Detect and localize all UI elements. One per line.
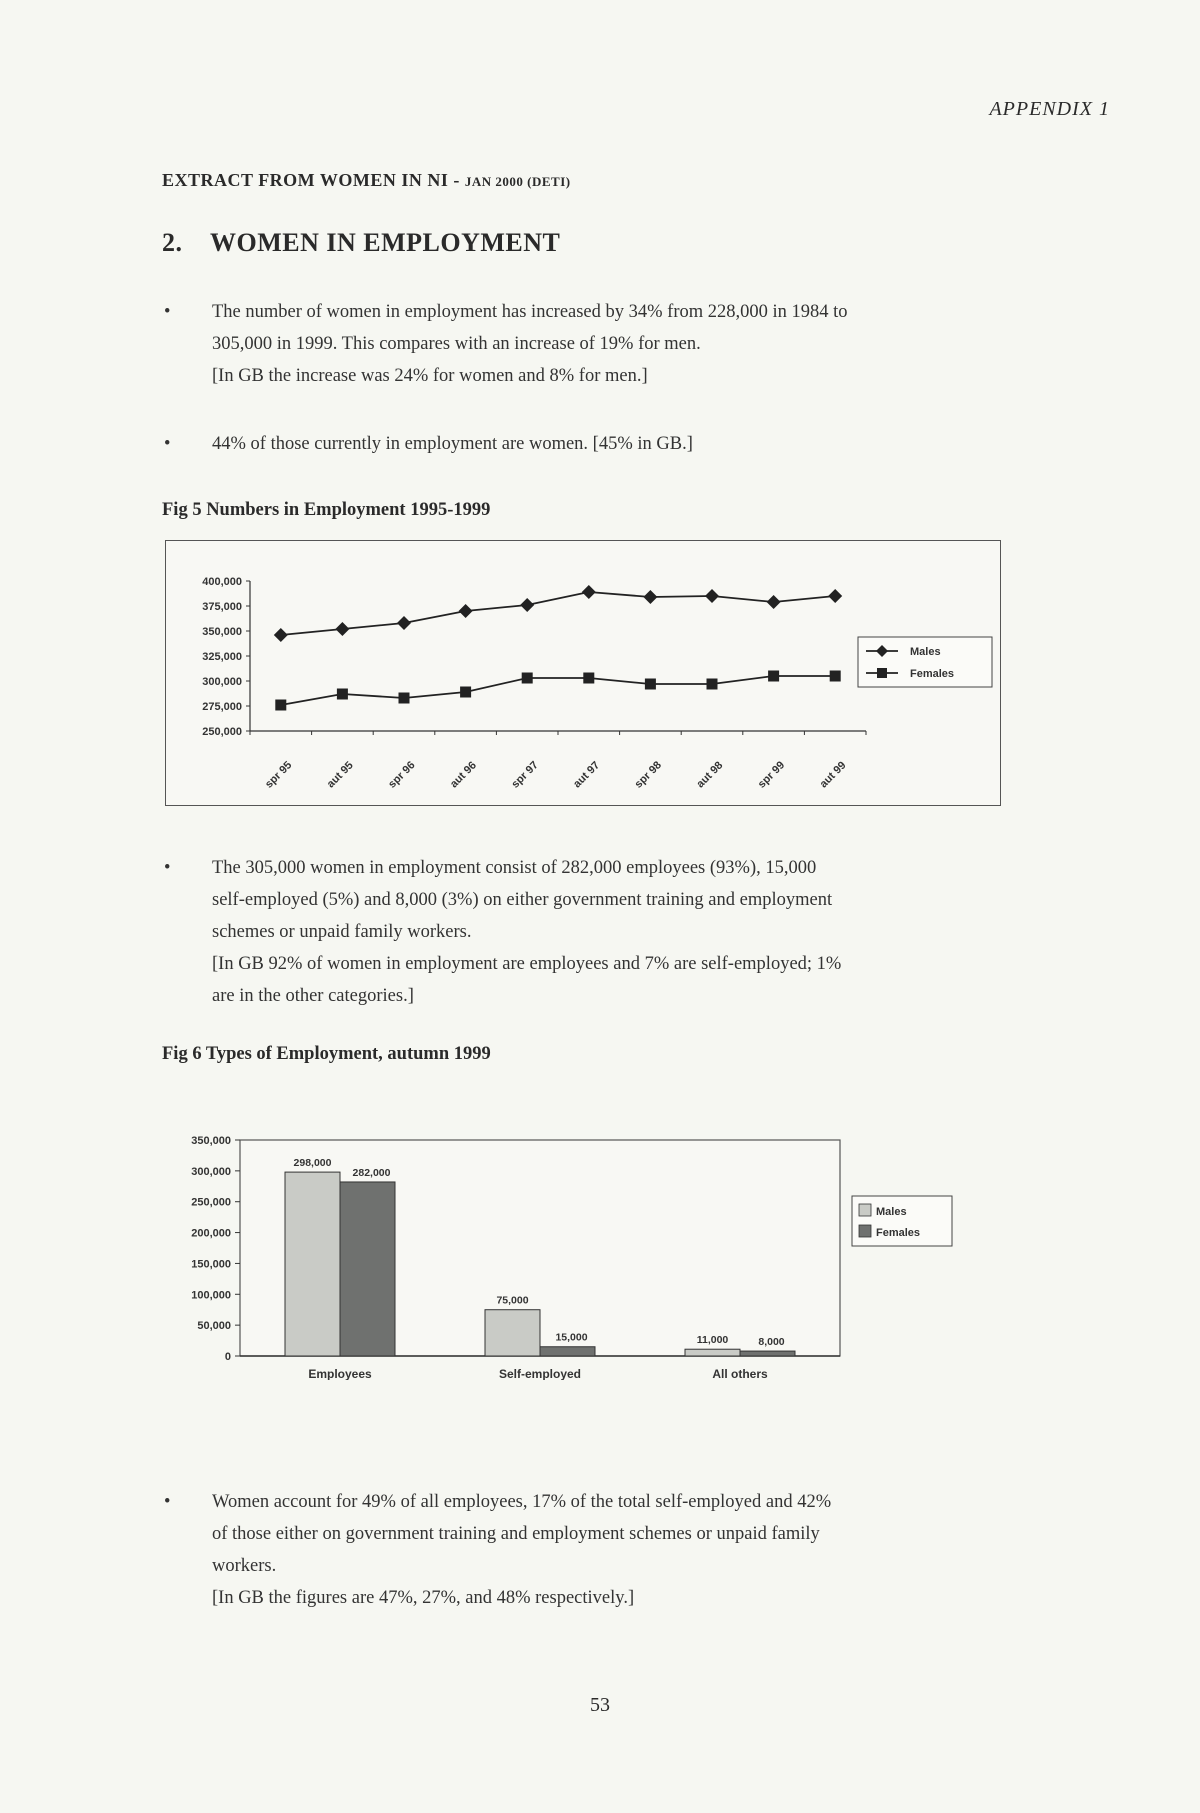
x-tick-label: aut 96: [447, 759, 479, 791]
x-tick-label: aut 99: [817, 759, 849, 791]
bullet-line: are in the other categories.]: [212, 986, 414, 1006]
bullet-employment-types: [164, 852, 1104, 1012]
data-point-females: [768, 671, 779, 682]
bullet-women-account: [164, 1486, 1104, 1614]
fig6-bar-chart: [160, 1120, 980, 1380]
bar-males: [685, 1349, 740, 1356]
bullet-line: self-employed (5%) and 8,000 (3%) on either government training and employment: [212, 890, 833, 910]
data-point-females: [460, 687, 471, 698]
data-point-males: [274, 628, 288, 642]
bullet-dot: •: [164, 434, 171, 454]
bullet-women-share: [164, 428, 1104, 460]
y-tick-label: 400,000: [202, 576, 242, 588]
bar-value-label: 282,000: [352, 1166, 391, 1179]
y-tick-label: 0: [224, 1351, 231, 1363]
bar-value-label: 8,000: [758, 1336, 785, 1349]
y-tick-label: 350,000: [202, 626, 242, 638]
bar-females: [540, 1347, 595, 1356]
bullet-line: Women account for 49% of all employees, 17% of the total self-employed and 42%: [212, 1492, 832, 1512]
page-number: 53: [590, 1694, 610, 1716]
fig5-line-chart: [166, 541, 1000, 805]
data-point-females: [522, 673, 533, 684]
legend-marker-females: [877, 668, 887, 678]
bullet-dot: •: [164, 1492, 171, 1512]
bar-males: [485, 1310, 540, 1356]
x-tick-label: spr 99: [755, 759, 788, 791]
legend-label-females: Females: [910, 668, 955, 680]
extract-heading: [162, 170, 571, 191]
series-line-males: [281, 592, 835, 635]
data-point-males: [520, 598, 534, 612]
bullet-line: of those either on government training and employment schemes or unpaid family: [212, 1524, 820, 1544]
bullet-line: The number of women in employment has increased by 34% from 228,000 in 1984 to: [212, 302, 848, 322]
data-point-males: [582, 585, 596, 599]
y-tick-label: 250,000: [191, 1196, 231, 1209]
bullet-dot: •: [164, 302, 171, 322]
x-tick-label: spr 98: [632, 759, 664, 791]
x-tick-label: aut 95: [324, 759, 356, 791]
bar-females: [740, 1351, 795, 1356]
data-point-males: [335, 622, 349, 636]
fig5-chart-frame: [165, 540, 1001, 806]
data-point-males: [397, 616, 411, 630]
bullet-line: [In GB the increase was 24% for women and 8% for men.]: [212, 366, 648, 386]
bar-value-label: 75,000: [496, 1294, 529, 1307]
y-tick-label: 375,000: [202, 601, 242, 613]
bar-value-label: 11,000: [696, 1334, 729, 1347]
y-tick-label: 200,000: [191, 1227, 231, 1240]
data-point-females: [337, 689, 348, 700]
data-point-females: [645, 679, 656, 690]
x-tick-label: aut 97: [571, 759, 603, 791]
data-point-females: [707, 679, 718, 690]
bullet-line: workers.: [212, 1556, 277, 1576]
bullet-line: 305,000 in 1999. This compares with an increase of 19% for men.: [212, 334, 701, 354]
x-tick-label: spr 95: [262, 759, 295, 791]
data-point-females: [275, 700, 286, 711]
legend-label-males: Males: [910, 646, 941, 658]
extract-heading-main: EXTRACT FROM WOMEN IN NI -: [162, 170, 465, 190]
y-tick-label: 50,000: [197, 1320, 231, 1333]
fig6-caption: Fig 6 Types of Employment, autumn 1999: [162, 1044, 491, 1064]
legend-label-males: Males: [876, 1206, 907, 1218]
legend-swatch-females: [859, 1225, 871, 1237]
bar-value-label: 298,000: [293, 1157, 332, 1170]
legend-label-females: Females: [876, 1227, 921, 1239]
y-tick-label: 150,000: [191, 1258, 231, 1271]
y-tick-label: 275,000: [202, 701, 242, 713]
legend-swatch-males: [859, 1204, 871, 1216]
data-point-males: [828, 589, 842, 603]
bullet-dot: •: [164, 858, 171, 878]
x-tick-label: aut 98: [694, 759, 726, 791]
bullet-line: schemes or unpaid family workers.: [212, 922, 472, 942]
data-point-males: [705, 589, 719, 603]
data-point-females: [583, 673, 594, 684]
bar-females: [340, 1182, 395, 1356]
y-tick-label: 250,000: [202, 726, 242, 738]
fig5-caption: Fig 5 Numbers in Employment 1995-1999: [162, 500, 491, 520]
y-tick-label: 325,000: [202, 651, 242, 663]
y-tick-label: 100,000: [191, 1289, 231, 1302]
x-tick-label: spr 96: [386, 759, 418, 791]
data-point-females: [830, 671, 841, 682]
bullet-line: [In GB 92% of women in employment are employees and 7% are self-employed; 1%: [212, 954, 842, 974]
section-number: 2.: [162, 228, 183, 257]
extract-heading-source: JAN 2000 (DETI): [464, 174, 571, 189]
bullet-line: The 305,000 women in employment consist of 282,000 employees (93%), 15,000: [212, 858, 817, 878]
data-point-males: [767, 595, 781, 609]
data-point-males: [459, 604, 473, 618]
y-tick-label: 350,000: [191, 1135, 231, 1147]
data-point-males: [643, 590, 657, 604]
x-category-label: Self-employed: [498, 1367, 582, 1380]
section-title: [162, 228, 560, 258]
bullet-line: 44% of those currently in employment are women. [45% in GB.]: [212, 434, 693, 454]
x-category-label: Employees: [308, 1367, 372, 1380]
y-tick-label: 300,000: [191, 1165, 231, 1178]
bar-value-label: 15,000: [555, 1331, 588, 1344]
series-line-females: [281, 676, 835, 705]
data-point-females: [399, 693, 410, 704]
x-tick-label: spr 97: [509, 759, 541, 791]
appendix-label: APPENDIX 1: [989, 98, 1110, 120]
bullet-line: [In GB the figures are 47%, 27%, and 48% respectively.]: [212, 1588, 635, 1608]
x-category-label: All others: [712, 1367, 768, 1380]
y-tick-label: 300,000: [202, 676, 242, 688]
bar-males: [285, 1172, 340, 1356]
bullet-employment-increase: [164, 296, 1104, 392]
section-title-text: WOMEN IN EMPLOYMENT: [210, 228, 561, 257]
